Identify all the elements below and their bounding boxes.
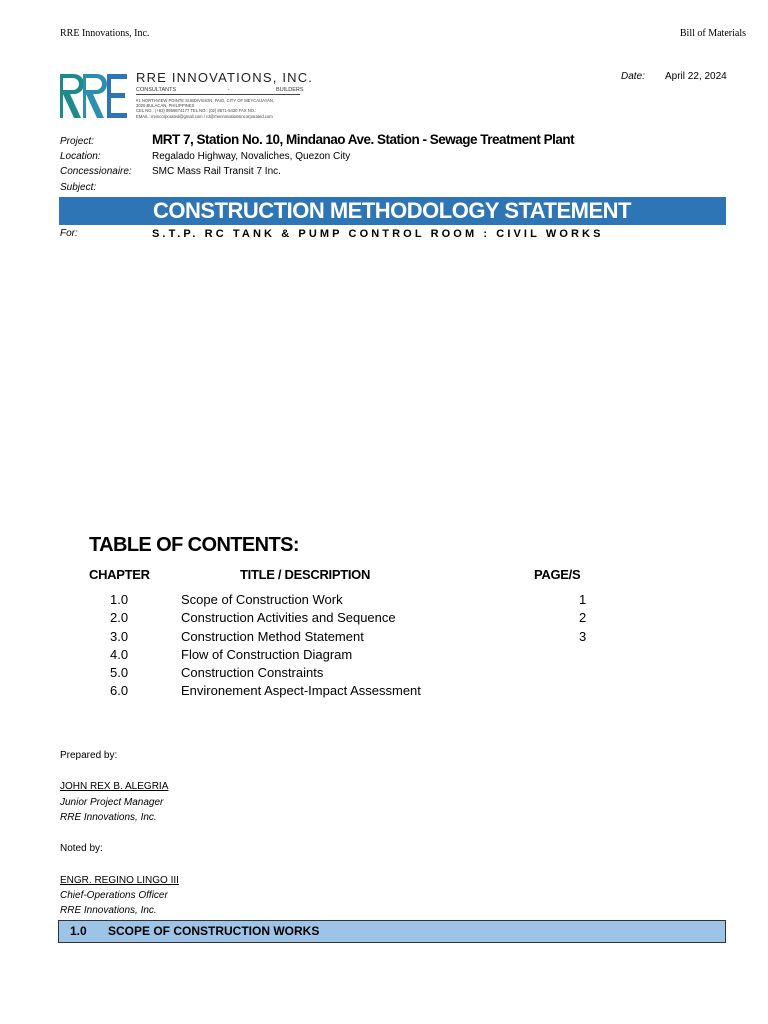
tagline-left: CONSULTANTS (136, 87, 177, 93)
prepared-by-name: JOHN REX B. ALEGRIA (60, 781, 169, 792)
toc-row (0, 592, 768, 610)
toc-chapter: 2.0 (110, 610, 129, 625)
toc-title: TABLE OF CONTENTS: (89, 534, 299, 556)
toc-page: 2 (579, 610, 587, 625)
toc-header-pages: PAGE/S (534, 567, 581, 582)
toc-page: 1 (579, 592, 587, 607)
header-document-type: Bill of Materials (679, 28, 746, 39)
toc-chapter: 5.0 (110, 665, 129, 680)
toc-chapter: 6.0 (110, 683, 129, 698)
subject-banner: CONSTRUCTION METHODOLOGY STATEMENT (59, 197, 726, 225)
noted-by-company: RRE Innovations, Inc. (60, 905, 157, 916)
toc-entry-title: Construction Constraints (181, 665, 324, 680)
address-line: CEL NO.: (+63) 9959874177 TEL NO.: (02) 8571-5430 FAX NO.: (136, 108, 257, 114)
date-label: Date: (621, 71, 645, 82)
rre-logo-icon (59, 72, 129, 120)
toc-chapter: 3.0 (110, 629, 129, 644)
header-company: RRE Innovations, Inc. (60, 28, 150, 39)
toc-row (0, 610, 768, 628)
company-name: RRE INNOVATIONS, INC. (136, 70, 314, 85)
toc-chapter: 4.0 (110, 647, 129, 662)
address-line: EMAIL: rreincorporated@gmail.com / rd@rreinnovationsincorporated.com (136, 113, 273, 119)
section-header-scope (58, 920, 726, 943)
toc-entry-title: Scope of Construction Work (181, 592, 343, 607)
company-tagline (136, 87, 304, 95)
toc-entry-title: Construction Activities and Sequence (181, 610, 396, 625)
prepared-by-label: Prepared by: (60, 750, 118, 761)
toc-entry-title: Flow of Construction Diagram (181, 647, 353, 662)
company-logo (59, 70, 314, 126)
project-label: Project: (60, 136, 94, 147)
noted-by-name: ENGR. REGINO LINGO III (60, 875, 179, 886)
for-label: For: (60, 228, 78, 239)
tagline-right: BUILDERS (276, 87, 304, 93)
prepared-by-position: Junior Project Manager (60, 797, 164, 808)
subject-label: Subject: (60, 182, 97, 193)
toc-entry-title: Construction Method Statement (181, 629, 364, 644)
toc-row (0, 683, 768, 701)
toc-row (0, 647, 768, 665)
section-number: 1.0 (70, 924, 87, 938)
toc-header-chapter: CHAPTER (89, 567, 150, 582)
concessionaire-label: Concessionaire: (60, 166, 132, 177)
toc-chapter: 1.0 (110, 592, 129, 607)
prepared-by-company: RRE Innovations, Inc. (60, 812, 157, 823)
noted-by-label: Noted by: (60, 843, 103, 854)
section-title: SCOPE OF CONSTRUCTION WORKS (108, 924, 320, 938)
toc-page: 3 (579, 629, 587, 644)
concessionaire-value: SMC Mass Rail Transit 7 Inc. (152, 166, 281, 177)
location-value: Regalado Highway, Novaliches, Quezon City (152, 151, 351, 162)
toc-row (0, 665, 768, 683)
date-value: April 22, 2024 (665, 71, 727, 82)
toc-entry-title: Environement Aspect-Impact Assessment (181, 683, 421, 698)
tagline-separator: - (227, 87, 230, 93)
toc-header-title: TITLE / DESCRIPTION (240, 567, 371, 582)
for-value: S.T.P. RC TANK & PUMP CONTROL ROOM : CIVIL WORKS (152, 228, 604, 240)
toc-row (0, 629, 768, 647)
address-line: 3020 BULACAN, PHILIPPINES (136, 103, 195, 109)
location-label: Location: (60, 151, 101, 162)
address-line: #1 NORTHVIEW POINTE SUBDIVISION, PAIO, CITY OF MEYCAUAYAN, (136, 98, 275, 103)
noted-by-position: Chief-Operations Officer (60, 890, 168, 901)
company-address (136, 98, 274, 119)
project-value: MRT 7, Station No. 10, Mindanao Ave. Station - Sewage Treatment Plant (152, 132, 575, 147)
